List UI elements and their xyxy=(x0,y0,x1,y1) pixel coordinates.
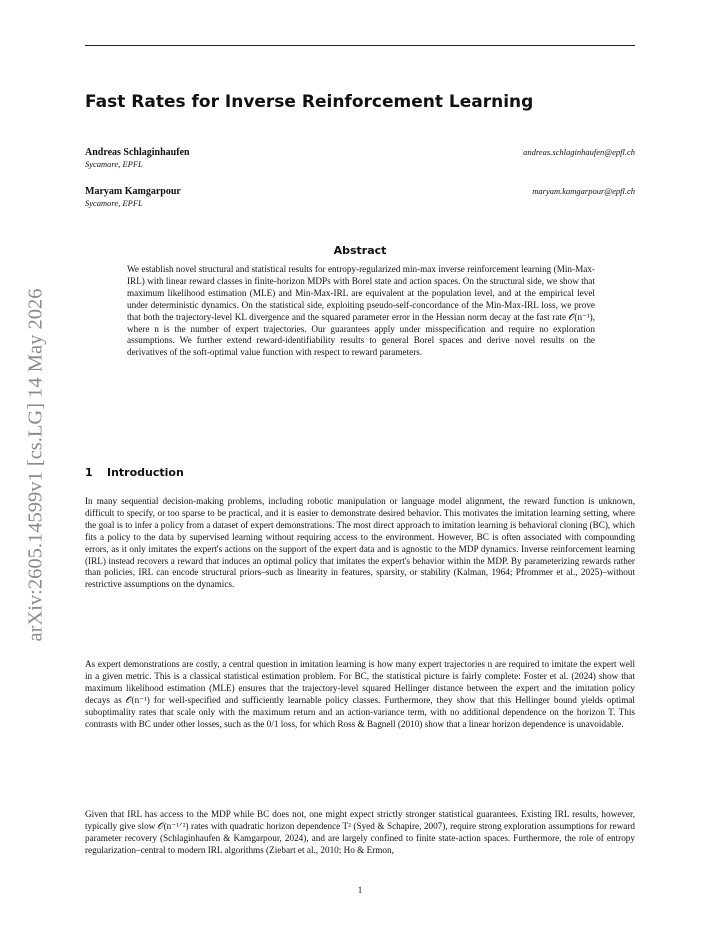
author-name: Maryam Kamgarpour xyxy=(85,186,181,197)
arxiv-identifier[interactable]: arXiv:2605.14599v1 [cs.LG] 14 May 2026 xyxy=(24,288,47,642)
abstract-heading: Abstract xyxy=(333,244,387,257)
author-email[interactable]: maryam.kamgarpour@epfl.ch xyxy=(532,186,635,196)
section-heading xyxy=(85,466,184,479)
abstract-text: We establish novel structural and statistical results for entropy-regularized min-max inverse reinforcement learning (Min-Max-IRL) with linear reward classes in finite-horizon MDPs with Borel state and action spaces. On the structural side, we show that maximum likelihood estimation (MLE) and Min-Max-IRL are equivalent at the population level, and at the empirical level under deterministic dynamics. On the statistical side, exploiting pseudo-self-concordance of the Min-Max-IRL loss, we prove that both the trajectory-level KL divergence and the squared parameter error in the Hessian norm decay at the fast rate 𝒪(n⁻¹), where n is the number of expert trajectories. Our guarantees apply under misspecification and require no exploration assumptions. We further extend reward-identifiability results to general Borel spaces and derive novel results on the derivatives of the soft-optimal value function with respect to reward parameters. xyxy=(127,264,595,358)
header-rule xyxy=(85,45,635,46)
author-affiliation: Sycamore, EPFL xyxy=(85,159,143,169)
author-block xyxy=(85,185,635,209)
author-block xyxy=(85,146,635,170)
author-email[interactable]: andreas.schlaginhaufen@epfl.ch xyxy=(523,147,635,157)
body-paragraph: In many sequential decision-making problems, including robotic manipulation or language model alignment, the reward function is unknown, difficult to specify, or too sparse to be practical, and it is easier to demonstrate desired behavior. This motivates the imitation learning setting, where the goal is to infer a policy from a dataset of expert demonstrations. The most direct approach to imitation learning is behavioral cloning (BC), which fits a policy to the data by supervised learning without requiring access to the environment. However, BC is often associated with compounding errors, as it only imitates the expert's actions on the support of the expert data and is agnostic to the MDP dynamics. Inverse reinforcement learning (IRL) instead recovers a reward that induces an optimal policy that imitates the expert's behavior within the MDP. By parameterizing rewards rather than policies, IRL can encode structural priors–such as linearity in features, sparsity, or stability (Kalman, 1964; Pfrommer et al., 2025)–without restrictive assumptions on the dynamics. xyxy=(85,496,635,590)
page-number: 1 xyxy=(357,885,363,895)
body-paragraph: As expert demonstrations are costly, a central question in imitation learning is how many expert trajectories n are required to imitate the expert well in a given metric. This is a classical statistical estimation problem. For BC, the statistical picture is fairly complete: Foster et al. (2024) show that maximum likelihood estimation (MLE) ensures that the trajectory-level squared Hellinger distance between the expert and the imitation policy decays as 𝒪(n⁻¹) for well-specified and sufficiently learnable policy classes. Furthermore, they show that this Hellinger bound yields optimal suboptimality rates that scale only with the maximum return and an action-variance term, with no additional dependence on the horizon T. This contrasts with BC under other losses, such as the 0/1 loss, for which Ross & Bagnell (2010) show that a linear horizon dependence is unavoidable. xyxy=(85,659,635,729)
section-title: Introduction xyxy=(107,466,184,479)
body-paragraph: Given that IRL has access to the MDP while BC does not, one might expect strictly stronger statistical guarantees. Existing IRL results, however, typically give slow 𝒪(n⁻¹ᐟ²) rates with quadratic horizon dependence T² (Syed & Schapire, 2007), require strong exploration assumptions for reward parameter recovery (Schlaginhaufen & Kamgarpour, 2024), and are largely confined to finite state-action spaces. Furthermore, the role of entropy regularization–central to modern IRL algorithms (Ziebart et al., 2010; Ho & Ermon, xyxy=(85,809,635,855)
author-name: Andreas Schlaginhaufen xyxy=(85,147,190,158)
section-number: 1 xyxy=(85,466,93,479)
author-affiliation: Sycamore, EPFL xyxy=(85,198,143,208)
paper-title: Fast Rates for Inverse Reinforcement Learning xyxy=(85,92,534,112)
